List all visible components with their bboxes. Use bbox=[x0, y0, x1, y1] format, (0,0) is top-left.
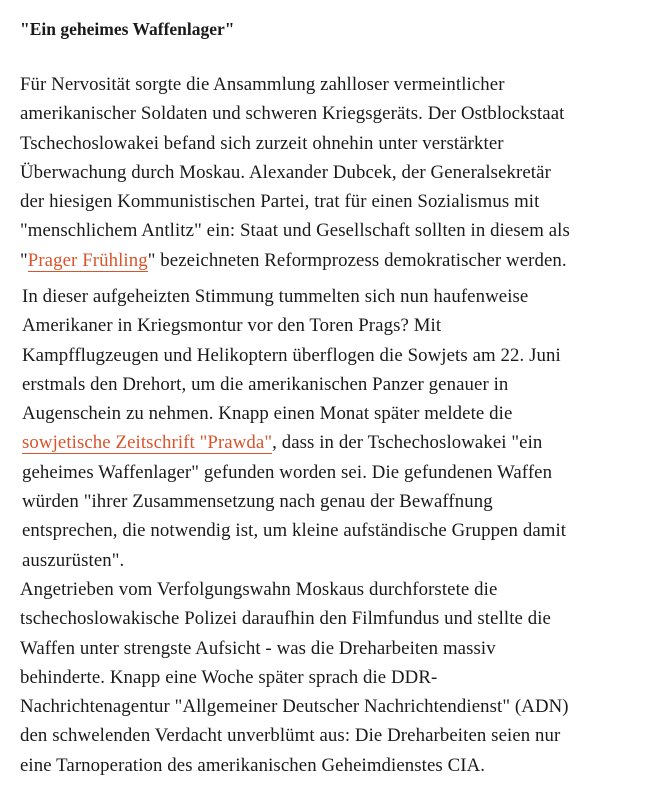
text-line: amerikanischer Soldaten und schweren Kriegsgeräts. Der Ostblockstaat bbox=[20, 103, 565, 125]
text-line: eine Tarnoperation des amerikanischen Geheimdienstes CIA. bbox=[20, 754, 486, 776]
text-line: der hiesigen Kommunistischen Partei, trat für einen Sozialismus mit bbox=[20, 191, 540, 213]
text-line: Angetrieben vom Verfolgungswahn Moskaus durchforstete die bbox=[20, 579, 498, 600]
link-prager-fruehling[interactable]: Prager Frühling bbox=[27, 249, 148, 271]
text-line: Tschechoslowakei befand sich zurzeit ohnehin unter verstärkter bbox=[20, 132, 504, 154]
text-line: Kampfflugzeugen und Helikoptern überflogen die Sowjets am 22. Juni bbox=[22, 344, 561, 366]
paragraph-adn bbox=[20, 575, 650, 780]
text-line: Nachrichtenagentur "Allgemeiner Deutscher Nachrichtendienst" (ADN) bbox=[20, 696, 569, 718]
text-line: erstmals den Drehort, um die amerikanischen Panzer genauer in bbox=[22, 373, 509, 395]
text-line bbox=[22, 428, 652, 457]
text-line: In dieser aufgeheizten Stimmung tummelten sich nun haufenweise bbox=[22, 286, 529, 307]
text-line: würden "ihrer Zusammensetzung nach genau der Bewaffnung bbox=[22, 491, 493, 513]
text-line: behinderte. Knapp eine Woche später sprach die DDR- bbox=[20, 666, 438, 688]
text-line bbox=[20, 246, 650, 275]
text-line: entsprechen, die notwendig ist, um kleine aufständische Gruppen damit bbox=[22, 520, 567, 542]
section-heading: "Ein geheimes Waffenlager" bbox=[20, 19, 235, 39]
paragraph-prager-fruehling bbox=[20, 70, 650, 275]
text-line: Für Nervosität sorgte die Ansammlung zahlloser vermeintlicher bbox=[20, 74, 505, 95]
text-line: Amerikaner in Kriegsmontur vor den Toren Prags? Mit bbox=[22, 315, 442, 337]
text-line: Waffen unter strengste Aufsicht - was die Dreharbeiten massiv bbox=[20, 637, 496, 659]
text-line: geheimes Waffenlager" gefunden worden sei. Die gefundenen Waffen bbox=[22, 461, 553, 483]
text-fragment: " bezeichneten Reformprozess demokratischer werden. bbox=[147, 249, 567, 271]
link-prawda[interactable]: sowjetische Zeitschrift "Prawda" bbox=[22, 432, 273, 454]
text-line: den schwelenden Verdacht unverblümt aus: Die Dreharbeiten seien nur bbox=[20, 725, 561, 747]
text-fragment: " bbox=[20, 249, 28, 271]
text-line: auszurüsten". bbox=[22, 549, 125, 571]
text-fragment: , dass in der Tschechoslowakei "ein bbox=[272, 432, 543, 454]
paragraph-prawda bbox=[22, 282, 652, 575]
text-line: Augenschein zu nehmen. Knapp einen Monat später meldete die bbox=[22, 403, 513, 425]
text-line: "menschlichem Antlitz" ein: Staat und Gesellschaft sollten in diesem als bbox=[20, 220, 570, 242]
text-line: Überwachung durch Moskau. Alexander Dubcek, der Generalsekretär bbox=[20, 161, 551, 183]
text-line: tschechoslowakische Polizei daraufhin den Filmfundus und stellte die bbox=[20, 608, 551, 630]
